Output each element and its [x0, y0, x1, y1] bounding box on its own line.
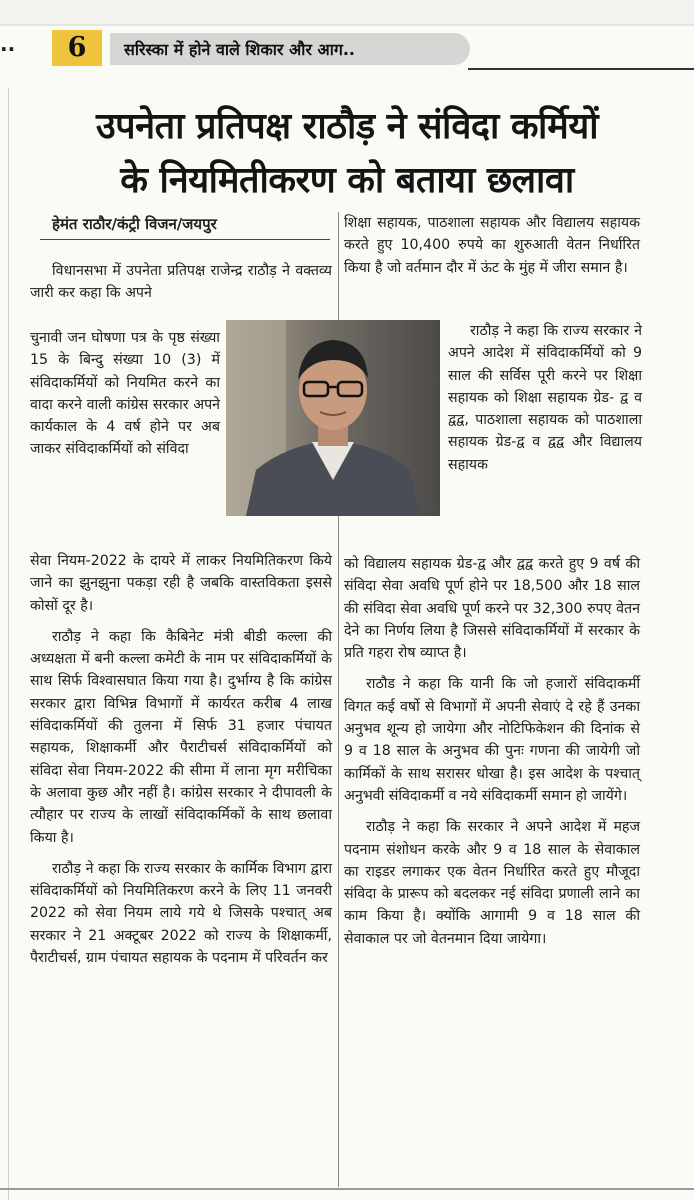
left-column-intro — [30, 260, 332, 314]
teaser-text: सरिस्का में होने वाले शिकार और आग.. — [124, 40, 355, 59]
paragraph: राठौड़ ने कहा कि कैबिनेट मंत्री बीडी कल्ला की अध्यक्षता में बनी कल्ला कमेटी के नाम पर संविदाकर्मियों के साथ सिर्फ विश्वासघात किया गया है। दुर्भाग्य है कि कांग्रेस सरकार द्वारा विभिन्न विभागों में कार्यरत करीब 4 लाख संविदाकर्मियों की तुलना में सिर्फ 31 हजार पंचायत सहायक, शिक्षाकर्मी और पैराटीचर्स संविदाकर्मियों को संविदा सेवा नियम-2022 की सीमा में लाना मृग मरीचिका के अलावा कुछ और नहीं है। कांग्रेस सरकार ने दीपावली के त्यौहार पर राज्य के लाखों संविदाकर्मिकों के साथ छलावा किया है। — [30, 628, 332, 846]
right-column-body — [344, 553, 640, 959]
header-rule — [468, 68, 694, 70]
bottom-rule — [0, 1188, 694, 1190]
paragraph: राठौड़ ने कहा कि राज्य सरकार ने अपने आदेश में संविदाकर्मियों को 9 साल की सर्विस पूरी करने पर शिक्षा सहायक को शिक्षा सहायक ग्रेड- द्व व द्वद्व, पाठशाला सहायक को पाठशाला सहायक ग्रेड-द्व व द्वद्व और विद्यालय सहायक — [448, 323, 642, 473]
byline: हेमंत राठौर/कंट्री विजन/जयपुर — [52, 215, 217, 233]
right-column-intro — [344, 212, 640, 288]
person-portrait-image — [226, 320, 440, 516]
page-margin-rule — [8, 88, 9, 1200]
page-number: 6 — [52, 30, 102, 66]
paragraph: राठौड़ ने कहा कि राज्य सरकार के कार्मिक विभाग द्वारा संविदाकर्मियों को नियमितिकरण करने के लिए 11 जनवरी 2022 को सेवा नियम लाये गये थे जिसके पश्चात् अब सरकार ने 21 अक्टूबर 2022 को राज्य के शिक्षाकर्मी, पैराटीचर्स, ग्राम पंचायत सहायक के पदनाम में परिवर्तन कर — [30, 860, 332, 967]
paragraph: राठौड ने कहा कि यानी कि जो हजारों संविदाकर्मी विगत कई वर्षो से विभागों में अपनी सेवाएं दे रहे हैं उनका अनुभव शून्य हो जायेगा और नोटिफिकेशन की दिनांक से 9 व 18 साल के अनुभव की पुनः गणना की जायेगी जो कार्मिकों के साथ सरासर धोखा है। इस आदेश के पश्चात् अनुभवी संविदाकर्मी व नये संविदाकर्मी समान हो जायेंगे। — [344, 676, 640, 804]
paragraph: विधानसभा में उपनेता प्रतिपक्ष राजेन्द्र राठौड़ ने वक्तव्य जारी कर कहा कि अपने — [30, 263, 332, 302]
portrait-photo — [226, 320, 440, 516]
headline-line-1: उपनेता प्रतिपक्ष राठौड़ ने संविदा कर्मियों — [95, 106, 599, 147]
left-column-wrap — [30, 327, 220, 470]
continuation-dots: .. — [0, 32, 16, 56]
top-divider — [0, 24, 694, 26]
paragraph: को विद्यालय सहायक ग्रेड-द्व और द्वद्व करते हुए 9 वर्ष की संविदा सेवा अवधि पूर्ण होने पर 18,500 और 18 साल की संविदा सेवा अवधि पूर्ण करने पर 32,300 रुपए वेतन देने का निर्णय लिया है जिससे संविदाकर्मियों में सरकार के प्रति गहरा रोष व्याप्त है। — [344, 556, 640, 662]
headline-line-2: के नियमितीकरण को बताया छलावा — [120, 160, 574, 201]
paragraph: सेवा नियम-2022 के दायरे में लाकर नियमितिकरण किये जाने का झुनझुना पकड़ा रही है जबकि वास्तविकता इससे कोसों दूर है। — [30, 553, 332, 614]
left-column-body — [30, 550, 332, 978]
paragraph: चुनावी जन घोषणा पत्र के पृष्ठ संख्या 15 के बिन्दु संख्या 10 (3) में संविदाकर्मियों को नियमित करने का वादा करने वाली कांग्रेस सरकार अपने कार्यकाल के 4 वर्ष होने पर अब जाकर संविदाकर्मियों को संविदा — [30, 330, 220, 458]
paragraph: शिक्षा सहायक, पाठशाला सहायक और विद्यालय सहायक करते हुए 10,400 रुपये का शुरुआती वेतन निर्धारित किया है जो वर्तमान दौर में ऊंट के मुंह में जीरा समान है। — [344, 215, 640, 276]
paragraph: राठौड़ ने कहा कि सरकार ने अपने आदेश में महज पदनाम संशोधन करके और 9 व 18 साल के सेवाकाल का राइडर लगाकर एक वेतन निर्धारित करते हुए मौजूदा संविदा के प्रारूप को बदलकर नई संविदा प्रणाली लाने का काम किया है। क्योंकि आगामी 9 व 18 साल की सेवाकाल पर जो वेतनमान दिया जायेगा। — [344, 819, 640, 947]
byline-rule — [40, 239, 330, 240]
right-column-wrap — [448, 320, 642, 485]
top-strip — [0, 0, 694, 26]
